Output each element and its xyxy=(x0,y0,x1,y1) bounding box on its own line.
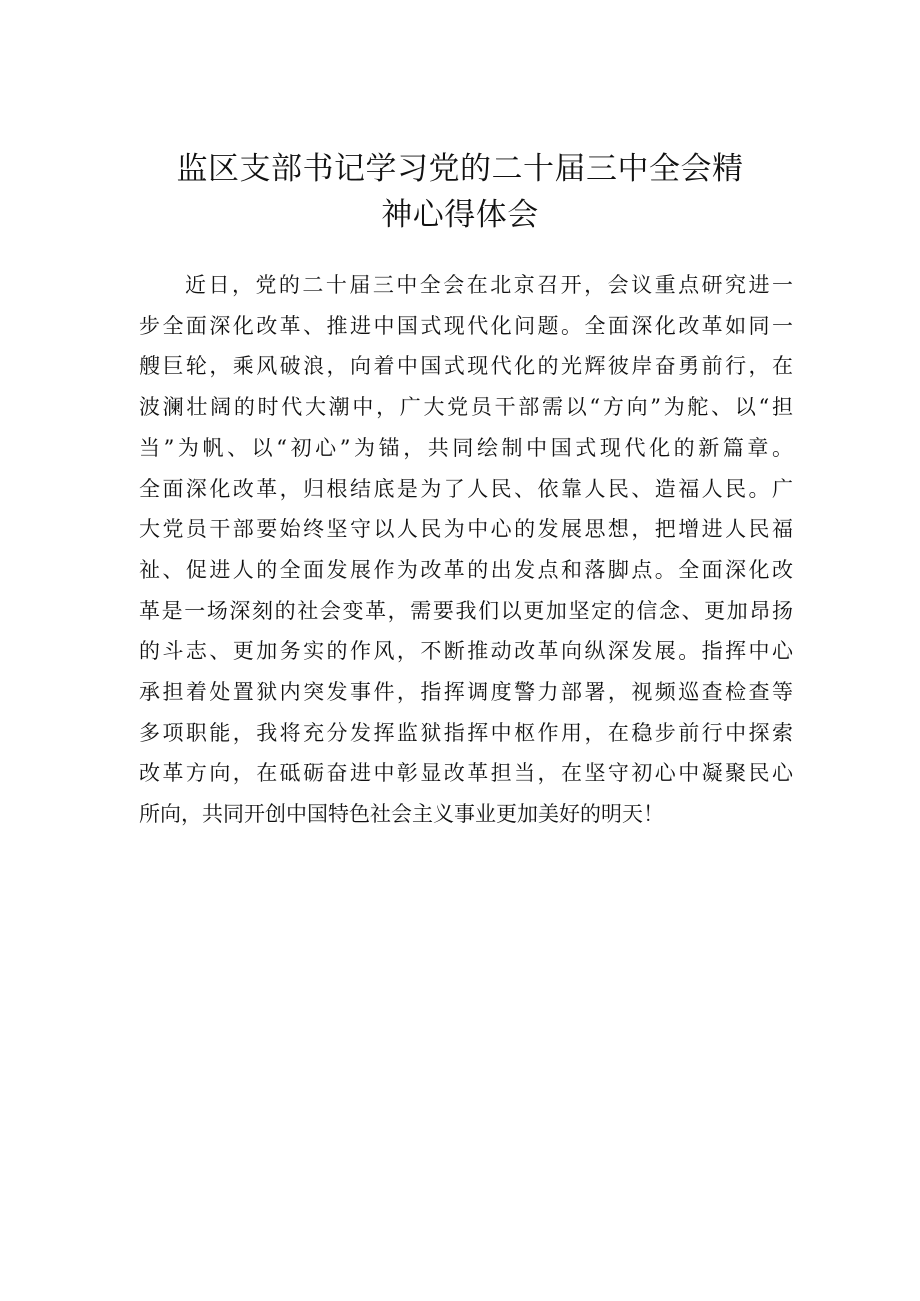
paragraph-line: 改革方向，在砥砺奋进中彰显改革担当，在坚守初心中凝聚民心 xyxy=(139,761,793,786)
paragraph-line: 多项职能，我将充分发挥监狱指挥中枢作用，在稳步前行中探索 xyxy=(139,720,793,745)
paragraph-line: 近日，党的二十届三中全会在北京召开，会议重点研究进一 xyxy=(185,273,793,297)
paragraph-line: 承担着处置狱内突发事件，指挥调度警力部署，视频巡查检查等 xyxy=(139,680,793,705)
paragraph-line: 艘巨轮，乘风破浪，向着中国式现代化的光辉彼岸奋勇前行，在 xyxy=(139,354,793,379)
paragraph-line: 当”为帆、以“初心”为锚，共同绘制中国式现代化的新篇章。 xyxy=(139,435,793,460)
paragraph-line: 步全面深化改革、推进中国式现代化问题。全面深化改革如同一 xyxy=(139,313,793,338)
paragraph-line: 大党员干部要始终坚守以人民为中心的发展思想，把增进人民福 xyxy=(139,517,793,542)
body-paragraph xyxy=(139,265,793,835)
title-line-2: 神心得体会 xyxy=(381,197,539,233)
paragraph-line: 所向，共同开创中国特色社会主义事业更加美好的明天！ xyxy=(139,802,664,827)
paragraph-line: 全面深化改革，归根结底是为了人民、依靠人民、造福人民。广 xyxy=(139,476,793,501)
paragraph-line: 波澜壮阔的时代大潮中，广大党员干部需以“方向”为舵、以“担 xyxy=(139,395,793,420)
document-title xyxy=(120,146,800,238)
paragraph-line: 的斗志、更加务实的作风，不断推动改革向纵深发展。指挥中心 xyxy=(139,639,793,664)
paragraph-line: 革是一场深刻的社会变革，需要我们以更加坚定的信念、更加昂扬 xyxy=(139,598,793,623)
title-line-1: 监区支部书记学习党的二十届三中全会精 xyxy=(176,151,744,187)
paragraph-line: 祉、促进人的全面发展作为改革的出发点和落脚点。全面深化改 xyxy=(139,557,793,582)
